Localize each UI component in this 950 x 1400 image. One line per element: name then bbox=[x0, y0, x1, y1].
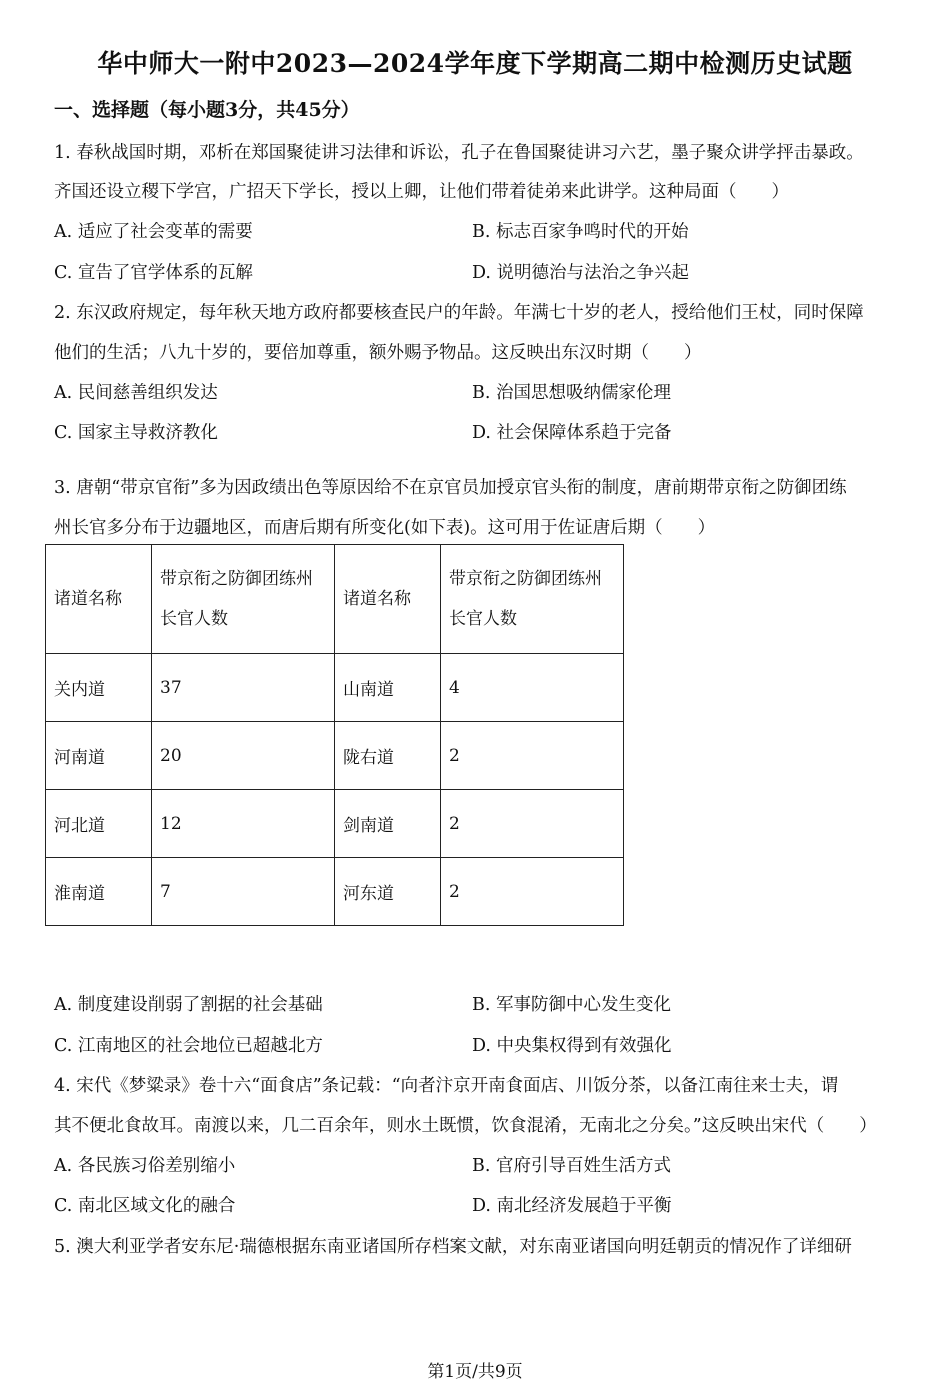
question-4-option-c: C. 南北区域文化的融合 bbox=[54, 1196, 236, 1216]
table-cell: 淮南道 bbox=[46, 858, 152, 926]
question-2-option-c: C. 国家主导救济教化 bbox=[54, 423, 218, 443]
question-1-option-b: B. 标志百家争鸣时代的开始 bbox=[472, 222, 689, 242]
table-row bbox=[46, 722, 624, 790]
question-3-option-b: B. 军事防御中心发生变化 bbox=[472, 995, 671, 1015]
table-header-cell: 带京衔之防御团练州长官人数 bbox=[441, 545, 624, 654]
table-cell: 剑南道 bbox=[335, 790, 441, 858]
table-cell: 2 bbox=[441, 722, 624, 790]
table-cell: 河北道 bbox=[46, 790, 152, 858]
question-4-option-b: B. 官府引导百姓生活方式 bbox=[472, 1156, 671, 1176]
table-cell: 河南道 bbox=[46, 722, 152, 790]
official-count-table bbox=[45, 544, 624, 926]
question-2-option-d: D. 社会保障体系趋于完备 bbox=[472, 423, 672, 443]
table-cell: 4 bbox=[441, 654, 624, 722]
table-row bbox=[46, 858, 624, 926]
question-4-line-2: 其不便北食故耳。南渡以来，几二百余年，则水土既惯，饮食混淆，无南北之分矣。”这反映出宋代（ ） bbox=[54, 1116, 877, 1136]
question-1-option-c: C. 宣告了官学体系的瓦解 bbox=[54, 263, 253, 283]
question-3-option-d: D. 中央集权得到有效强化 bbox=[472, 1036, 672, 1056]
question-1-option-d: D. 说明德治与法治之争兴起 bbox=[472, 263, 690, 283]
question-3-option-a: A. 制度建设削弱了割据的社会基础 bbox=[54, 995, 323, 1015]
question-2-option-b: B. 治国思想吸纳儒家伦理 bbox=[472, 383, 671, 403]
table-header-cell: 诸道名称 bbox=[46, 545, 152, 654]
table-header-cell: 带京衔之防御团练州长官人数 bbox=[152, 545, 335, 654]
table-cell: 20 bbox=[152, 722, 335, 790]
table-cell: 2 bbox=[441, 790, 624, 858]
table-header-row bbox=[46, 545, 624, 654]
question-2-line-1: 2. 东汉政府规定，每年秋天地方政府都要核查民户的年龄。年满七十岁的老人，授给他们王杖，同时保障 bbox=[54, 303, 864, 323]
section-heading: 一、选择题（每小题3分，共45分） bbox=[54, 99, 360, 121]
table-cell: 2 bbox=[441, 858, 624, 926]
table-row bbox=[46, 790, 624, 858]
table-cell: 37 bbox=[152, 654, 335, 722]
table-cell: 7 bbox=[152, 858, 335, 926]
question-4-option-a: A. 各民族习俗差别缩小 bbox=[54, 1156, 236, 1176]
question-3-line-2: 州长官多分布于边疆地区，而唐后期有所变化(如下表)。这可用于佐证唐后期（ ） bbox=[54, 518, 716, 538]
table-cell: 河东道 bbox=[335, 858, 441, 926]
table-cell: 陇右道 bbox=[335, 722, 441, 790]
question-3-line-1: 3. 唐朝“带京官衔”多为因政绩出色等原因给不在京官员加授京官头衔的制度，唐前期带京衔之防御团练 bbox=[54, 478, 847, 498]
question-2-option-a: A. 民间慈善组织发达 bbox=[54, 383, 218, 403]
table-cell: 关内道 bbox=[46, 654, 152, 722]
table-row bbox=[46, 654, 624, 722]
question-1-option-a: A. 适应了社会变革的需要 bbox=[54, 222, 253, 242]
exam-title: 华中师大一附中2023—2024学年度下学期高二期中检测历史试题 bbox=[97, 49, 853, 78]
question-5-line-1: 5. 澳大利亚学者安东尼·瑞德根据东南亚诸国所存档案文献，对东南亚诸国向明廷朝贡的情况作了详细研 bbox=[54, 1237, 852, 1257]
question-3-option-c: C. 江南地区的社会地位已超越北方 bbox=[54, 1036, 323, 1056]
question-1-line-2: 齐国还设立稷下学宫，广招天下学长，授以上卿，让他们带着徒弟来此讲学。这种局面（ ） bbox=[54, 182, 789, 202]
page-number: 第1页/共9页 bbox=[427, 1362, 523, 1382]
question-4-option-d: D. 南北经济发展趋于平衡 bbox=[472, 1196, 672, 1216]
question-2-line-2: 他们的生活；八九十岁的，要倍加尊重，额外赐予物品。这反映出东汉时期（ ） bbox=[54, 343, 702, 363]
table-header-cell: 诸道名称 bbox=[335, 545, 441, 654]
table-cell: 山南道 bbox=[335, 654, 441, 722]
table-cell: 12 bbox=[152, 790, 335, 858]
question-1-line-1: 1. 春秋战国时期，邓析在郑国聚徒讲习法律和诉讼，孔子在鲁国聚徒讲习六艺，墨子聚众讲学抨击暴政。 bbox=[54, 143, 864, 163]
question-4-line-1: 4. 宋代《梦粱录》卷十六“面食店”条记载：“向者汴京开南食面店、川饭分茶，以备江南往来士夫，谓 bbox=[54, 1076, 839, 1096]
